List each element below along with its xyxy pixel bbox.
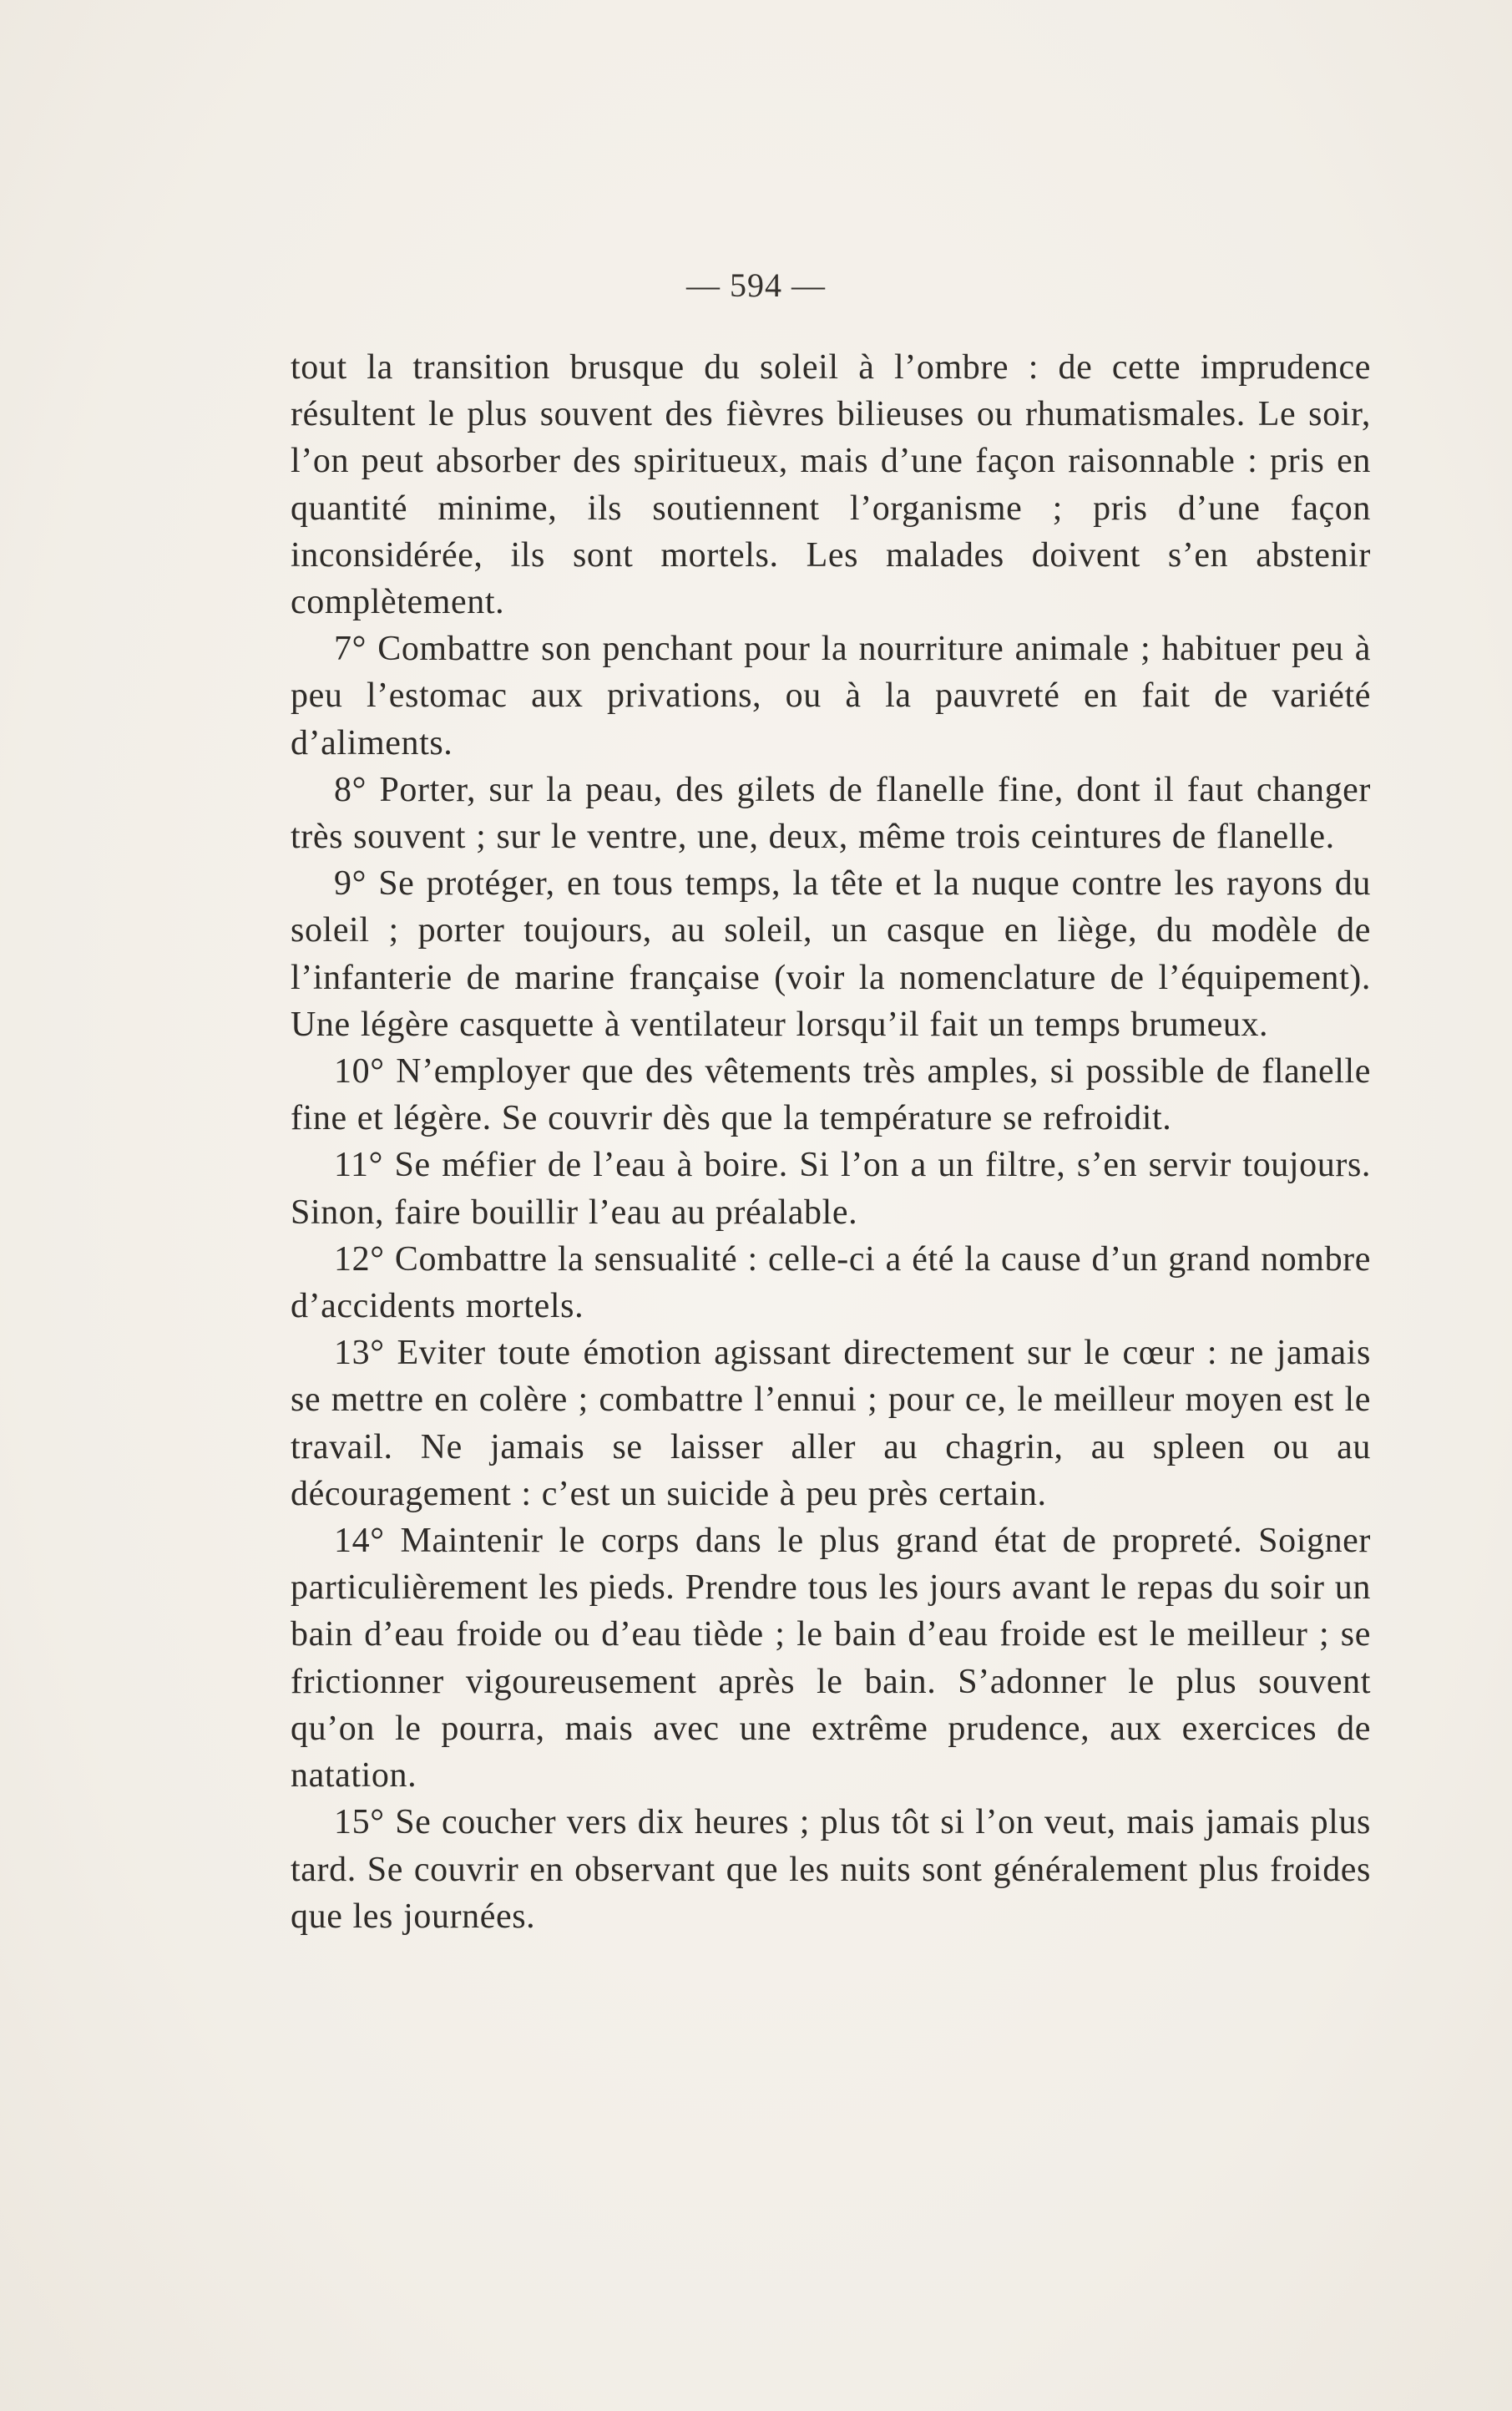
paragraph-item-15: 15° Se coucher vers dix heures ; plus tôt si l’on veut, mais jamais plus tard. Se couvrir en observant que les nuits sont généralement plus froides que les journées.: [291, 1803, 1371, 1936]
paragraph-item-9: 9° Se protéger, en tous temps, la tête et la nuque contre les rayons du soleil ; porter toujours, au soleil, un casque en liège, du modèle de l’infanterie de marine française (voir la nomenclature de l’équipement). Une légère casquette à ventilateur lorsqu’il fait un temps brumeux.: [291, 864, 1371, 1044]
paragraph-continuation: tout la transition brusque du soleil à l’ombre : de cette imprudence résultent le plus souvent des fièvres bilieuses ou rhumatismales. Le soir, l’on peut absorber des spiritueux, mais d’une façon raisonnable : pris en quantité minime, ils soutiennent l’organisme ; pris d’une façon inconsidérée, ils sont mortels. Les malades doivent s’en abstenir complètement.: [291, 348, 1371, 622]
paragraph-item-14: 14° Maintenir le corps dans le plus grand état de propreté. Soigner particulièrement les pieds. Prendre tous les jours avant le repas du soir un bain d’eau froide ou d’eau tiède ; le bain d’eau froide est le meilleur ; se frictionner vigoureusement après le bain. S’adonner le plus souvent qu’on le pourra, mais avec une extrême prudence, aux exercices de natation.: [291, 1522, 1371, 1796]
paragraph-item-10: 10° N’employer que des vêtements très amples, si possible de flanelle fine et légère. Se couvrir dès que la température se refroidit.: [291, 1052, 1371, 1138]
body-text: [291, 344, 1371, 1940]
page-number: — 594 —: [686, 266, 826, 304]
paragraph-item-13: 13° Eviter toute émotion agissant directement sur le cœur : ne jamais se mettre en colère ; combattre l’ennui ; pour ce, le meilleur moyen est le travail. Ne jamais se laisser aller au chagrin, au spleen ou au découragement : c’est un suicide à peu près certain.: [291, 1334, 1371, 1513]
paragraph-item-12: 12° Combattre la sensualité : celle-ci a été la cause d’un grand nombre d’accidents mortels.: [291, 1239, 1371, 1326]
paragraph-item-11: 11° Se méfier de l’eau à boire. Si l’on a un filtre, s’en servir toujours. Sinon, faire bouillir l’eau au préalable.: [291, 1146, 1371, 1232]
paragraph-item-8: 8° Porter, sur la peau, des gilets de flanelle fine, dont il faut changer très souvent ; sur le ventre, une, deux, même trois ceintures de flanelle.: [291, 770, 1371, 857]
paragraph-item-7: 7° Combattre son penchant pour la nourriture animale ; habituer peu à peu l’estomac aux privations, ou à la pauvreté en fait de variété d’aliments.: [291, 630, 1371, 762]
